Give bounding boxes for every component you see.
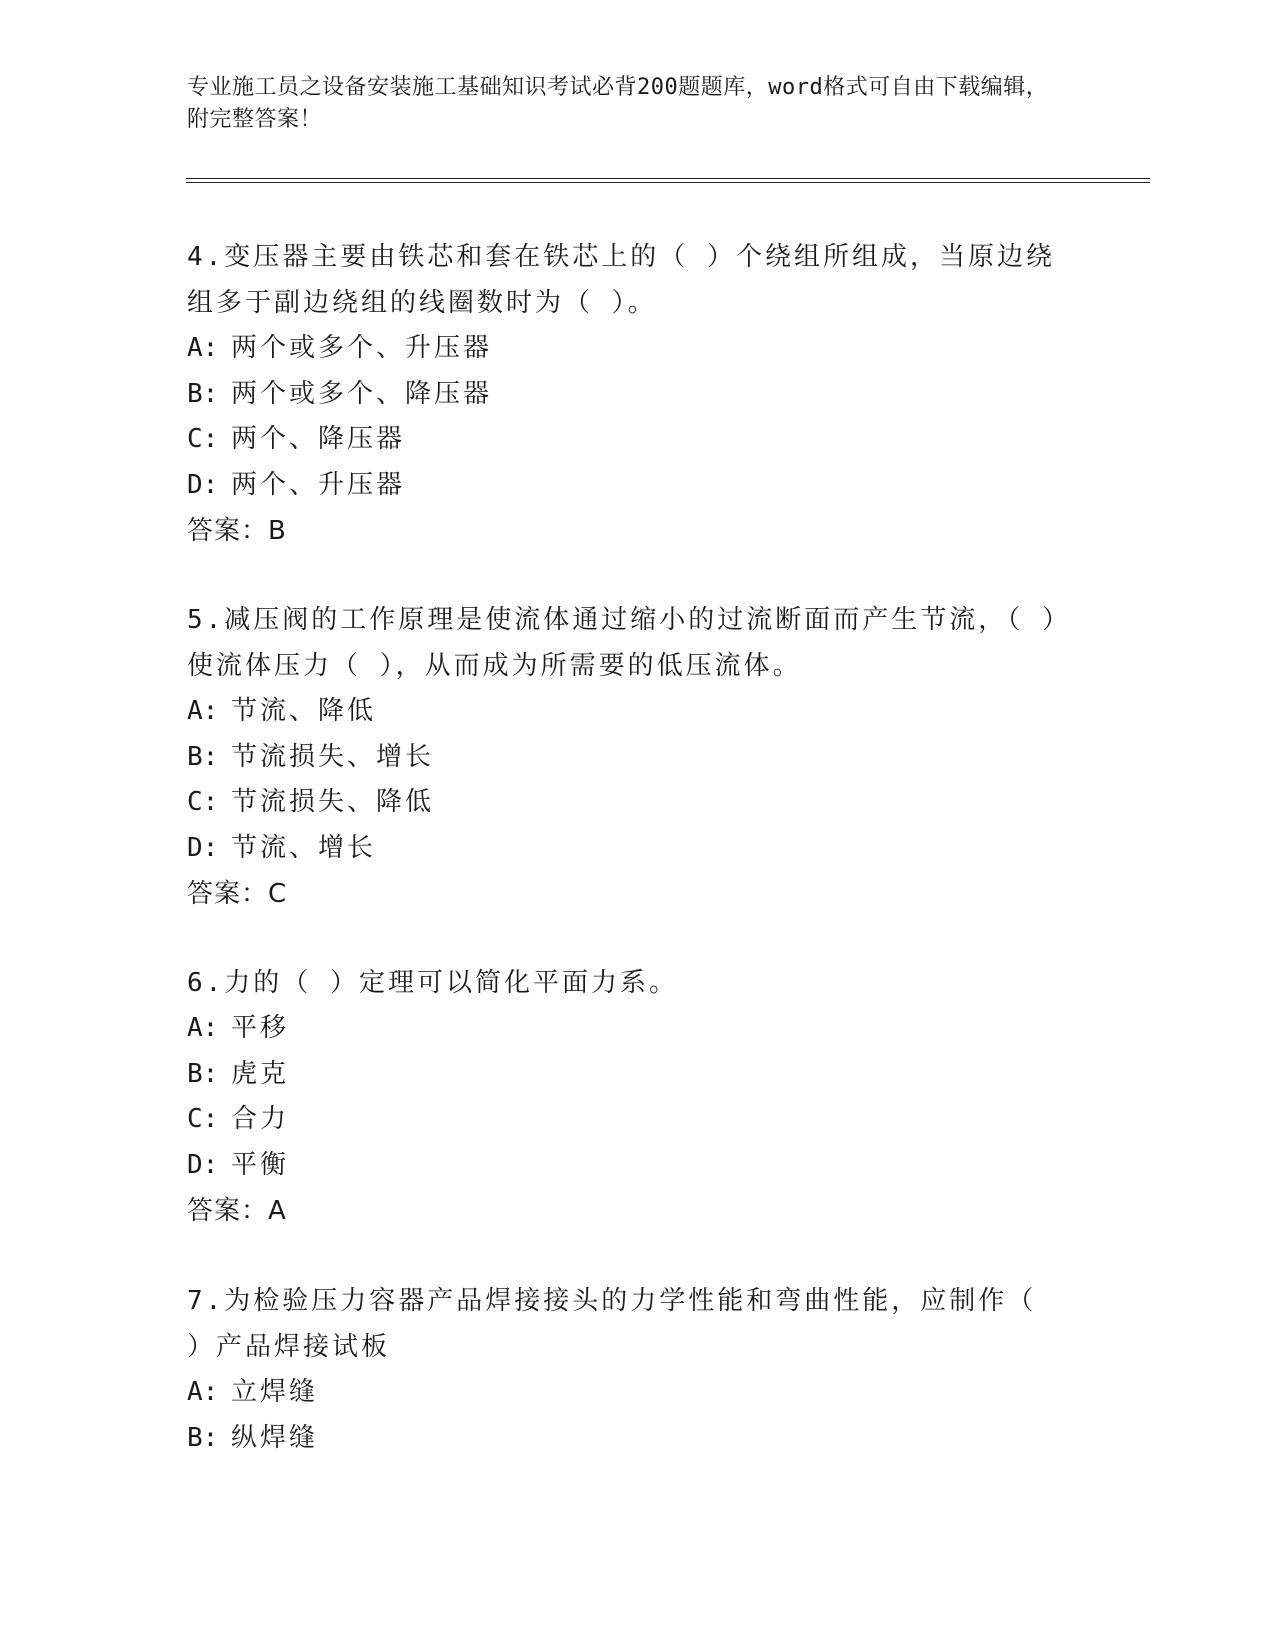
option-letter: C: — [187, 1104, 219, 1134]
answer: 答案：C — [187, 879, 288, 909]
option-a — [187, 1370, 1067, 1416]
question-7 — [187, 1278, 1067, 1461]
option-text: 节流、增长 — [231, 832, 377, 863]
option-letter: C: — [187, 424, 219, 454]
option-c — [187, 780, 1067, 826]
option-c — [187, 417, 1067, 463]
option-letter: B: — [187, 741, 219, 772]
option-letter: A: — [187, 1377, 219, 1407]
option-letter: B: — [187, 1422, 219, 1453]
option-b — [187, 1416, 1067, 1462]
option-b — [187, 735, 1067, 781]
question-text: 5.减压阀的工作原理是使流体通过缩小的过流断面而产生节流，（ ）使流体压力（ ），从而成为所需要的低压流体。 — [187, 605, 1058, 681]
header-divider-bottom — [186, 182, 1150, 183]
option-d — [187, 826, 1067, 872]
option-text: 合力 — [231, 1104, 290, 1134]
header-divider-top — [186, 178, 1150, 179]
option-c — [187, 1097, 1067, 1143]
option-text: 节流、降低 — [231, 696, 377, 726]
option-letter: A: — [187, 1013, 219, 1043]
option-letter: D: — [187, 469, 219, 500]
question-4 — [187, 234, 1067, 554]
option-text: 节流损失、增长 — [231, 741, 435, 772]
option-b — [187, 372, 1067, 418]
answer: 答案：A — [187, 1196, 287, 1226]
option-letter: D: — [187, 832, 219, 863]
question-5 — [187, 597, 1067, 917]
document-title: 专业施工员之设备安装施工基础知识考试必背200题题库，word格式可自由下载编辑，附完整答案！ — [187, 75, 1049, 132]
option-b — [187, 1052, 1067, 1098]
option-d — [187, 1143, 1067, 1189]
option-letter: A: — [187, 696, 219, 726]
option-text: 虎克 — [231, 1058, 290, 1089]
option-text: 平移 — [231, 1013, 290, 1043]
option-text: 两个、降压器 — [231, 424, 406, 454]
option-letter: A: — [187, 333, 219, 363]
option-text: 两个或多个、降压器 — [231, 378, 493, 409]
option-text: 两个、升压器 — [231, 469, 406, 500]
option-d — [187, 463, 1067, 509]
option-text: 立焊缝 — [231, 1377, 319, 1407]
option-text: 纵焊缝 — [231, 1422, 319, 1453]
option-letter: B: — [187, 378, 219, 409]
question-6 — [187, 960, 1067, 1234]
question-text: 4.变压器主要由铁芯和套在铁芯上的（ ）个绕组所组成，当原边绕组多于副边绕组的线圈数时为（ ）。 — [187, 242, 1055, 318]
option-letter: D: — [187, 1149, 219, 1180]
option-a — [187, 689, 1067, 735]
option-letter: B: — [187, 1058, 219, 1089]
question-text: 6.力的（ ）定理可以简化平面力系。 — [187, 968, 678, 998]
option-letter: C: — [187, 787, 219, 817]
option-text: 两个或多个、升压器 — [231, 333, 493, 363]
option-a — [187, 326, 1067, 372]
option-a — [187, 1006, 1067, 1052]
answer: 答案：B — [187, 516, 287, 546]
option-text: 平衡 — [231, 1149, 290, 1180]
option-text: 节流损失、降低 — [231, 787, 435, 817]
question-text: 7.为检验压力容器产品焊接接头的力学性能和弯曲性能，应制作（ ）产品焊接试板 — [187, 1286, 1037, 1362]
